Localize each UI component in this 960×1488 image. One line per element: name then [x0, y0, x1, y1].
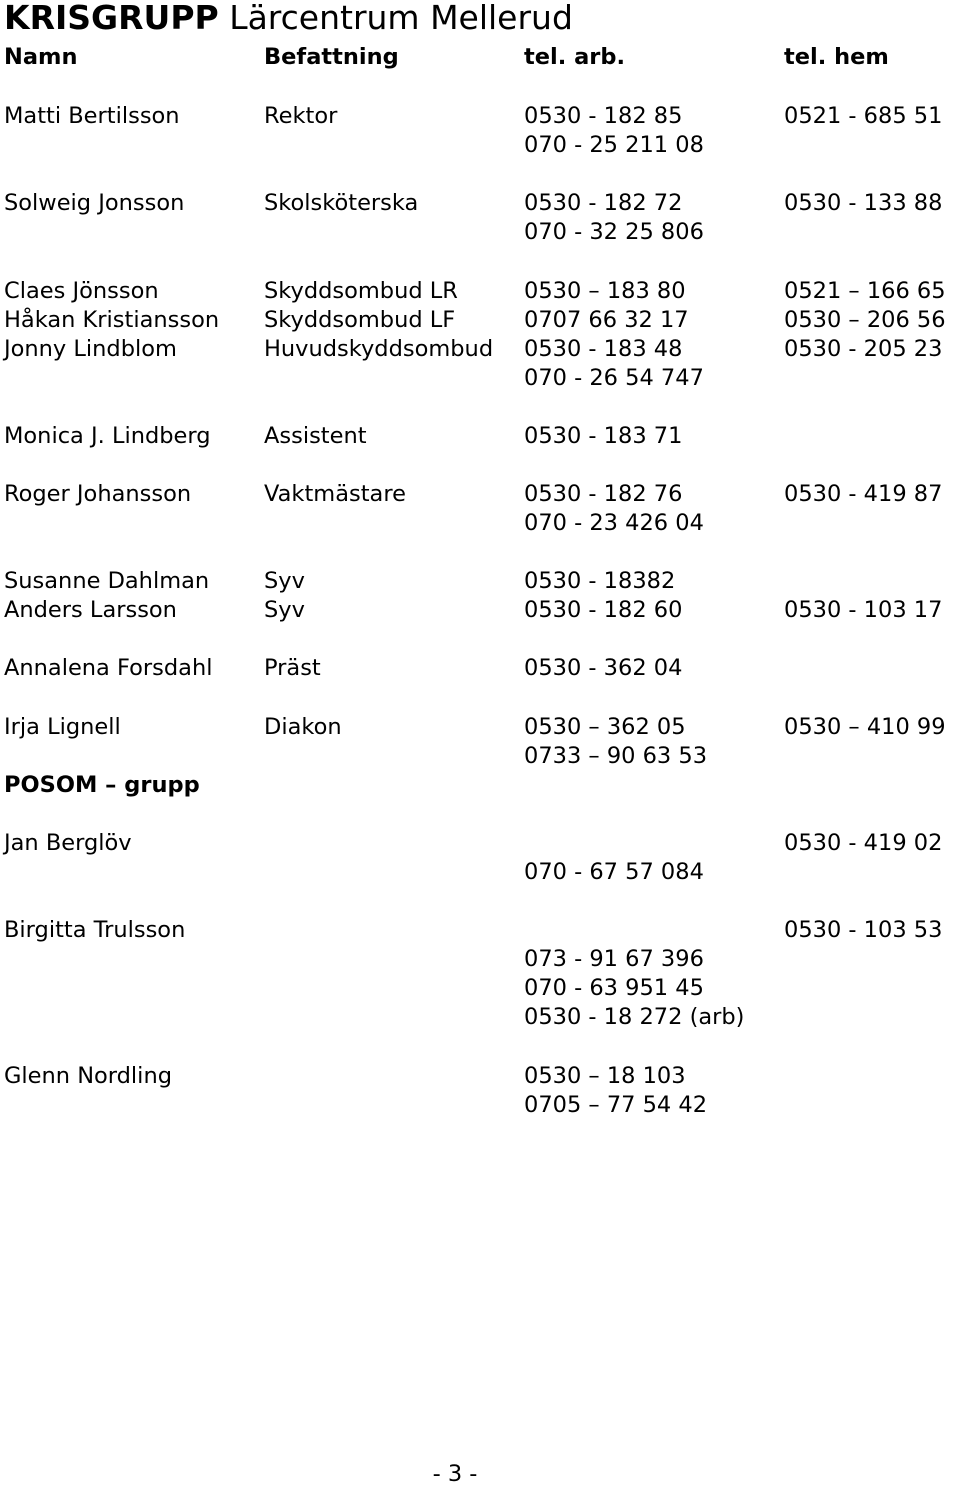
work-phone-cell: 0530 – 183 80	[524, 278, 686, 304]
home-phone-cell: 0530 - 133 88	[784, 190, 943, 216]
name-cell: Claes Jönsson	[4, 278, 159, 304]
page-number: - 3 -	[432, 1461, 478, 1487]
table-row	[0, 509, 960, 538]
work-phone-cell: 070 - 26 54 747	[524, 365, 704, 391]
table-row	[0, 131, 960, 160]
table-row	[0, 654, 960, 683]
home-phone-cell: 0530 – 206 56	[784, 307, 946, 333]
work-phone-cell: 070 - 63 951 45	[524, 975, 704, 1001]
work-phone-cell: 0530 – 362 05	[524, 714, 686, 740]
column-header-tel-arb: tel. arb.	[524, 44, 626, 70]
work-phone-cell: 073 - 91 67 396	[524, 946, 704, 972]
role-cell: Vaktmästare	[264, 481, 406, 507]
name-cell: Irja Lignell	[4, 714, 121, 740]
table-row	[0, 277, 960, 306]
work-phone-cell: 0530 - 182 72	[524, 190, 683, 216]
table-row	[0, 1091, 960, 1120]
role-cell: Präst	[264, 655, 321, 681]
home-phone-cell: 0530 - 103 17	[784, 597, 943, 623]
name-cell: Matti Bertilsson	[4, 103, 180, 129]
role-cell: Assistent	[264, 423, 367, 449]
role-cell: Skolsköterska	[264, 190, 419, 216]
title-rest: Lärcentrum Mellerud	[229, 0, 573, 37]
work-phone-cell: 0530 - 18 272 (arb)	[524, 1004, 745, 1030]
table-row	[0, 916, 960, 945]
name-cell: Solweig Jonsson	[4, 190, 185, 216]
work-phone-cell: 070 - 67 57 084	[524, 859, 704, 885]
role-cell: Syv	[264, 597, 305, 623]
table-row	[0, 364, 960, 393]
name-cell: Annalena Forsdahl	[4, 655, 213, 681]
title-bold: KRISGRUPP	[4, 0, 219, 37]
table-row	[0, 945, 960, 974]
name-cell: Glenn Nordling	[4, 1063, 172, 1089]
table-row	[0, 713, 960, 742]
home-phone-cell: 0530 - 419 87	[784, 481, 943, 507]
work-phone-cell: 070 - 32 25 806	[524, 219, 704, 245]
table-row	[0, 1062, 960, 1091]
table-row	[0, 480, 960, 509]
table-row	[0, 102, 960, 131]
table-row	[0, 189, 960, 218]
column-header-befattning: Befattning	[264, 44, 399, 70]
table-row	[0, 974, 960, 1003]
name-cell: Roger Johansson	[4, 481, 192, 507]
role-cell: Rektor	[264, 103, 338, 129]
table-row	[0, 335, 960, 364]
home-phone-cell: 0530 - 103 53	[784, 917, 943, 943]
work-phone-cell: 0707 66 32 17	[524, 307, 689, 333]
work-phone-cell: 070 - 23 426 04	[524, 510, 704, 536]
work-phone-cell: 0530 - 183 48	[524, 336, 683, 362]
work-phone-cell: 0530 - 182 60	[524, 597, 683, 623]
table-row	[0, 218, 960, 247]
work-phone-cell: 0530 - 182 85	[524, 103, 683, 129]
role-cell: Diakon	[264, 714, 342, 740]
table-row	[0, 596, 960, 625]
table-row	[0, 306, 960, 335]
work-phone-cell: 0530 - 362 04	[524, 655, 683, 681]
role-cell: Skyddsombud LR	[264, 278, 458, 304]
work-phone-cell: 0733 – 90 63 53	[524, 743, 708, 769]
name-cell: Monica J. Lindberg	[4, 423, 211, 449]
table-row	[0, 858, 960, 887]
work-phone-cell: 0530 - 182 76	[524, 481, 683, 507]
home-phone-cell: 0521 – 166 65	[784, 278, 946, 304]
home-phone-cell: 0521 - 685 51	[784, 103, 943, 129]
name-cell: Susanne Dahlman	[4, 568, 210, 594]
column-header-tel-hem: tel. hem	[784, 44, 889, 70]
name-cell: Anders Larsson	[4, 597, 177, 623]
name-cell: Jan Berglöv	[4, 830, 132, 856]
role-cell: Skyddsombud LF	[264, 307, 456, 333]
name-cell: Håkan Kristiansson	[4, 307, 220, 333]
work-phone-cell: 070 - 25 211 08	[524, 132, 704, 158]
work-phone-cell: 0530 – 18 103	[524, 1063, 686, 1089]
home-phone-cell: 0530 - 419 02	[784, 830, 943, 856]
section-heading-posom: POSOM – grupp	[4, 772, 200, 798]
document-title	[4, 0, 573, 36]
name-cell: Jonny Lindblom	[4, 336, 177, 362]
column-header-namn: Namn	[4, 44, 78, 70]
work-phone-cell: 0705 – 77 54 42	[524, 1092, 708, 1118]
role-cell: Syv	[264, 568, 305, 594]
table-row	[0, 567, 960, 596]
table-row	[0, 829, 960, 858]
home-phone-cell: 0530 – 410 99	[784, 714, 946, 740]
work-phone-cell: 0530 - 18382	[524, 568, 676, 594]
table-row	[0, 742, 960, 771]
table-row	[0, 1003, 960, 1032]
table-row	[0, 422, 960, 451]
role-cell: Huvudskyddsombud	[264, 336, 494, 362]
work-phone-cell: 0530 - 183 71	[524, 423, 683, 449]
name-cell: Birgitta Trulsson	[4, 917, 186, 943]
home-phone-cell: 0530 - 205 23	[784, 336, 943, 362]
